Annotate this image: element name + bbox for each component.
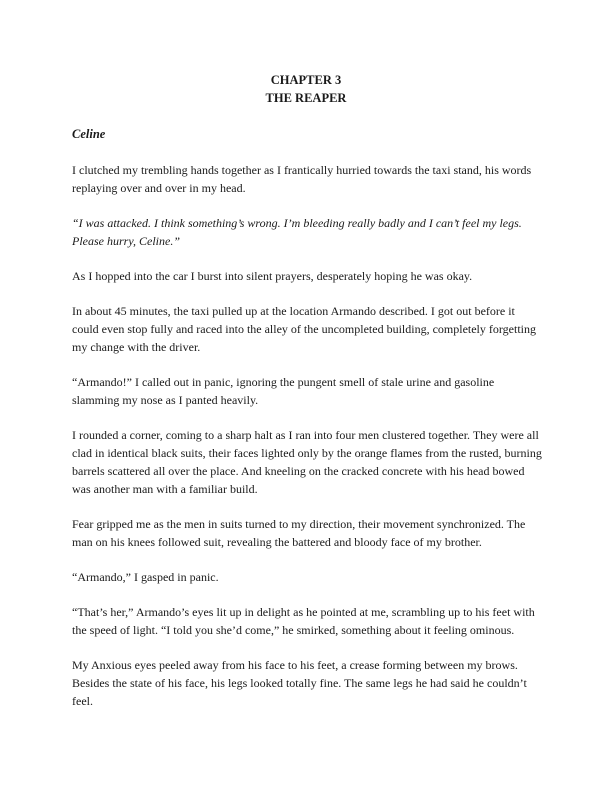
body-paragraph: I rounded a corner, coming to a sharp halt as I ran into four men clustered together. They were all clad in identical black suits, their faces lighted only by the orange flames from the rusted, burning barrels scattered all over the place. And kneeling on the cracked concrete with his head bowed was another man with a familiar build. (72, 428, 542, 496)
chapter-number: CHAPTER 3 (270, 73, 342, 87)
body-paragraph: In about 45 minutes, the taxi pulled up at the location Armando described. I got out before it could even stop fully and raced into the alley of the uncompleted building, completely forgetting my change with the driver. (72, 304, 536, 354)
chapter-body (72, 161, 544, 727)
body-paragraph: “That’s her,” Armando’s eyes lit up in delight as he pointed at me, scrambling up to his feet with the speed of light. “I told you she’d come,” he smirked, something about it feeling ominous. (72, 605, 535, 637)
chapter-heading (0, 71, 612, 107)
body-paragraph: Fear gripped me as the men in suits turned to my direction, their movement synchronized. The man on his knees followed suit, revealing the battered and bloody face of my brother. (72, 517, 526, 549)
body-paragraph: My Anxious eyes peeled away from his face to his feet, a crease forming between my brows. Besides the state of his face, his legs looked totally fine. The same legs he had said he couldn’t feel. (72, 658, 527, 708)
body-paragraph: “Armando!” I called out in panic, ignoring the pungent smell of stale urine and gasoline slamming my nose as I panted heavily. (72, 375, 495, 407)
body-paragraph: I clutched my trembling hands together as I frantically hurried towards the taxi stand, his words replaying over and over in my head. (72, 163, 532, 195)
body-paragraph: “Armando,” I gasped in panic. (72, 570, 219, 584)
body-paragraph: As I hopped into the car I burst into silent prayers, desperately hoping he was okay. (72, 269, 473, 283)
body-paragraph: “I was attacked. I think something’s wrong. I’m bleeding really badly and I can’t feel my legs. Please hurry, Celine.” (72, 216, 522, 248)
chapter-title: THE REAPER (265, 91, 347, 105)
narrator-name: Celine (72, 127, 106, 141)
